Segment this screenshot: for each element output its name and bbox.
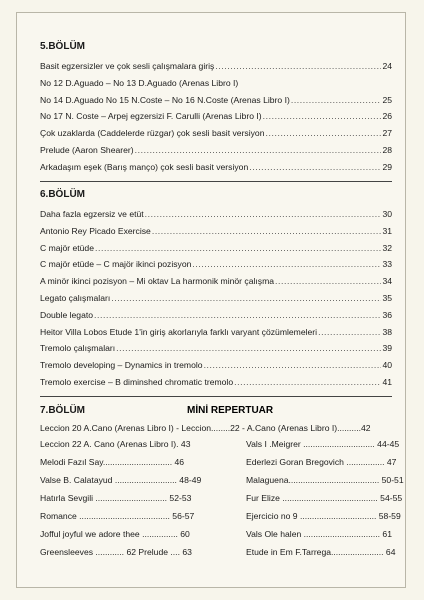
repertoire-right[interactable]: Etude in Em F.Tarrega...................... 64	[246, 547, 396, 557]
entry-title: Tremolo developing – Dynamics in tremolo	[40, 360, 203, 371]
toc-entry[interactable]	[40, 307, 392, 324]
toc-entry[interactable]	[40, 374, 392, 391]
leader-dots	[116, 340, 381, 357]
toc-entry[interactable]	[40, 159, 392, 176]
entry-page: 32	[382, 242, 392, 253]
entry-page: 28	[382, 144, 392, 155]
entry-page: 41	[382, 376, 392, 387]
entry-title: No 14 D.Aguado No 15 N.Coste – No 16 N.Coste (Arenas Libro I)	[40, 94, 290, 105]
leader-dots	[318, 324, 381, 341]
repertoire-right[interactable]: Vals Ole halen ................................ 61	[246, 529, 392, 539]
toc-entry-wide[interactable]: Leccion 20 A.Cano (Arenas Libro I) - Leccion........22 - A.Cano (Arenas Libro I)..........42	[40, 423, 371, 433]
entry-page: 33	[382, 259, 392, 270]
toc-entry[interactable]	[40, 290, 392, 307]
entry-title: Tremolo exercise – B diminshed chromatic tremolo	[40, 376, 234, 387]
entry-title: Heitor Villa Lobos Etude 1'in giriş akorlarıyla farklı varyant çözümlemeleri	[40, 326, 318, 337]
toc-entry[interactable]	[40, 206, 392, 223]
leader-dots	[249, 159, 381, 176]
repertoire-left[interactable]: Hatırla Sevgili .............................. 52-53	[40, 493, 192, 503]
entry-title: Daha fazla egzersiz ve etüt	[40, 209, 144, 219]
toc-entry[interactable]	[40, 142, 392, 159]
entry-page: 38	[382, 326, 392, 337]
toc-entry[interactable]	[40, 58, 392, 75]
repertoire-left[interactable]: Greensleeves ............ 62 Prelude .... 63	[40, 547, 192, 557]
entry-title: Tremolo çalışmaları	[40, 343, 116, 354]
repertoire-right[interactable]: Ederlezi Goran Bregovich ................ 47	[246, 457, 397, 467]
repertoire-right[interactable]: Fur Elize ........................................ 54-55	[246, 493, 403, 503]
entry-title: Çok uzaklarda (Caddelerde rüzgar) çok sesli basit versiyon	[40, 128, 265, 139]
entry-page: 30	[382, 209, 392, 219]
entry-title: C majör etüde	[40, 242, 94, 253]
leader-dots	[192, 256, 381, 273]
entry-page: 34	[382, 276, 392, 287]
repertoire-right[interactable]: Vals I .Meigrer .............................. 44-45	[246, 439, 400, 449]
section-5	[40, 40, 392, 176]
repertoire-right[interactable]: Ejercicio no 9 ................................ 58-59	[246, 511, 401, 521]
entry-page: 25	[382, 94, 392, 105]
entry-page: 39	[382, 343, 392, 354]
toc-entry[interactable]	[40, 273, 392, 290]
leader-dots	[204, 357, 382, 374]
section-5-title: 5.BÖLÜM	[40, 41, 85, 52]
entry-title: C majör etüde – C majör ikinci pozisyon	[40, 259, 192, 270]
leader-dots	[135, 142, 382, 159]
section-7-title: 7.BÖLÜM	[40, 405, 85, 416]
section-7	[40, 404, 404, 564]
repertoire-right[interactable]: Malaguena...................................... 50-51	[246, 475, 404, 485]
toc-entry[interactable]	[40, 340, 392, 357]
entry-title: Double legato	[40, 309, 94, 320]
section-6	[40, 188, 392, 391]
leader-dots	[152, 223, 382, 240]
toc-entry[interactable]	[40, 223, 392, 240]
entry-page: 26	[382, 111, 392, 122]
toc-entry[interactable]	[40, 92, 392, 109]
leader-dots	[95, 240, 381, 257]
entry-title: No 17 N. Coste – Arpej egzersizi F. Carulli (Arenas Libro I)	[40, 111, 262, 122]
toc-entry[interactable]	[40, 357, 392, 374]
toc-entry[interactable]	[40, 108, 392, 125]
toc-entry[interactable]	[40, 256, 392, 273]
leader-dots	[234, 374, 381, 391]
leader-dots	[275, 273, 381, 290]
entry-title: Antonio Rey Picado Exercise	[40, 225, 151, 236]
leader-dots	[263, 108, 382, 125]
entry-title: Legato çalışmaları	[40, 292, 111, 303]
entry-title: A minör ikinci pozisyon – Mi oktav La harmonik minör çalışma	[40, 276, 275, 287]
leader-dots	[111, 290, 381, 307]
leader-dots	[291, 92, 382, 109]
entry-page: 27	[382, 128, 392, 139]
toc-entry[interactable]	[40, 75, 392, 92]
section-divider	[40, 181, 392, 182]
leader-dots	[215, 58, 381, 75]
leader-dots	[266, 125, 382, 142]
repertoire-left[interactable]: Melodi Fazıl Say............................. 46	[40, 457, 185, 467]
toc-entry[interactable]	[40, 240, 392, 257]
repertoire-left[interactable]: Jofful joyful we adore thee ............... 60	[40, 529, 190, 539]
entry-page: 24	[382, 61, 392, 71]
leader-dots	[145, 206, 382, 223]
toc-entry[interactable]	[40, 324, 392, 341]
repertoire-left[interactable]: Valse B. Calatayud .......................... 48-49	[40, 475, 202, 485]
entry-page: 35	[382, 292, 392, 303]
repertoire-left[interactable]: Leccion 22 A. Cano (Arenas Libro I). 43	[40, 439, 191, 449]
leader-dots	[94, 307, 381, 324]
entry-page: 40	[382, 360, 392, 371]
entry-page: 29	[382, 161, 392, 172]
mini-repertuar-title: MİNİ REPERTUAR	[187, 405, 274, 416]
section-divider	[40, 396, 392, 397]
entry-page: 36	[382, 309, 392, 320]
entry-title: No 12 D.Aguado – No 13 D.Aguado (Arenas Libro I)	[40, 77, 239, 88]
toc-entry[interactable]	[40, 125, 392, 142]
entry-title: Arkadaşım eşek (Barış manço) çok sesli basit versiyon	[40, 161, 249, 172]
entry-page: 31	[382, 225, 392, 236]
repertoire-left[interactable]: Romance ...................................... 56-57	[40, 511, 195, 521]
section-6-title: 6.BÖLÜM	[40, 189, 85, 200]
entry-title: Prelude (Aaron Shearer)	[40, 144, 134, 155]
entry-title: Basit egzersizler ve çok sesli çalışmalara giriş	[40, 61, 215, 71]
